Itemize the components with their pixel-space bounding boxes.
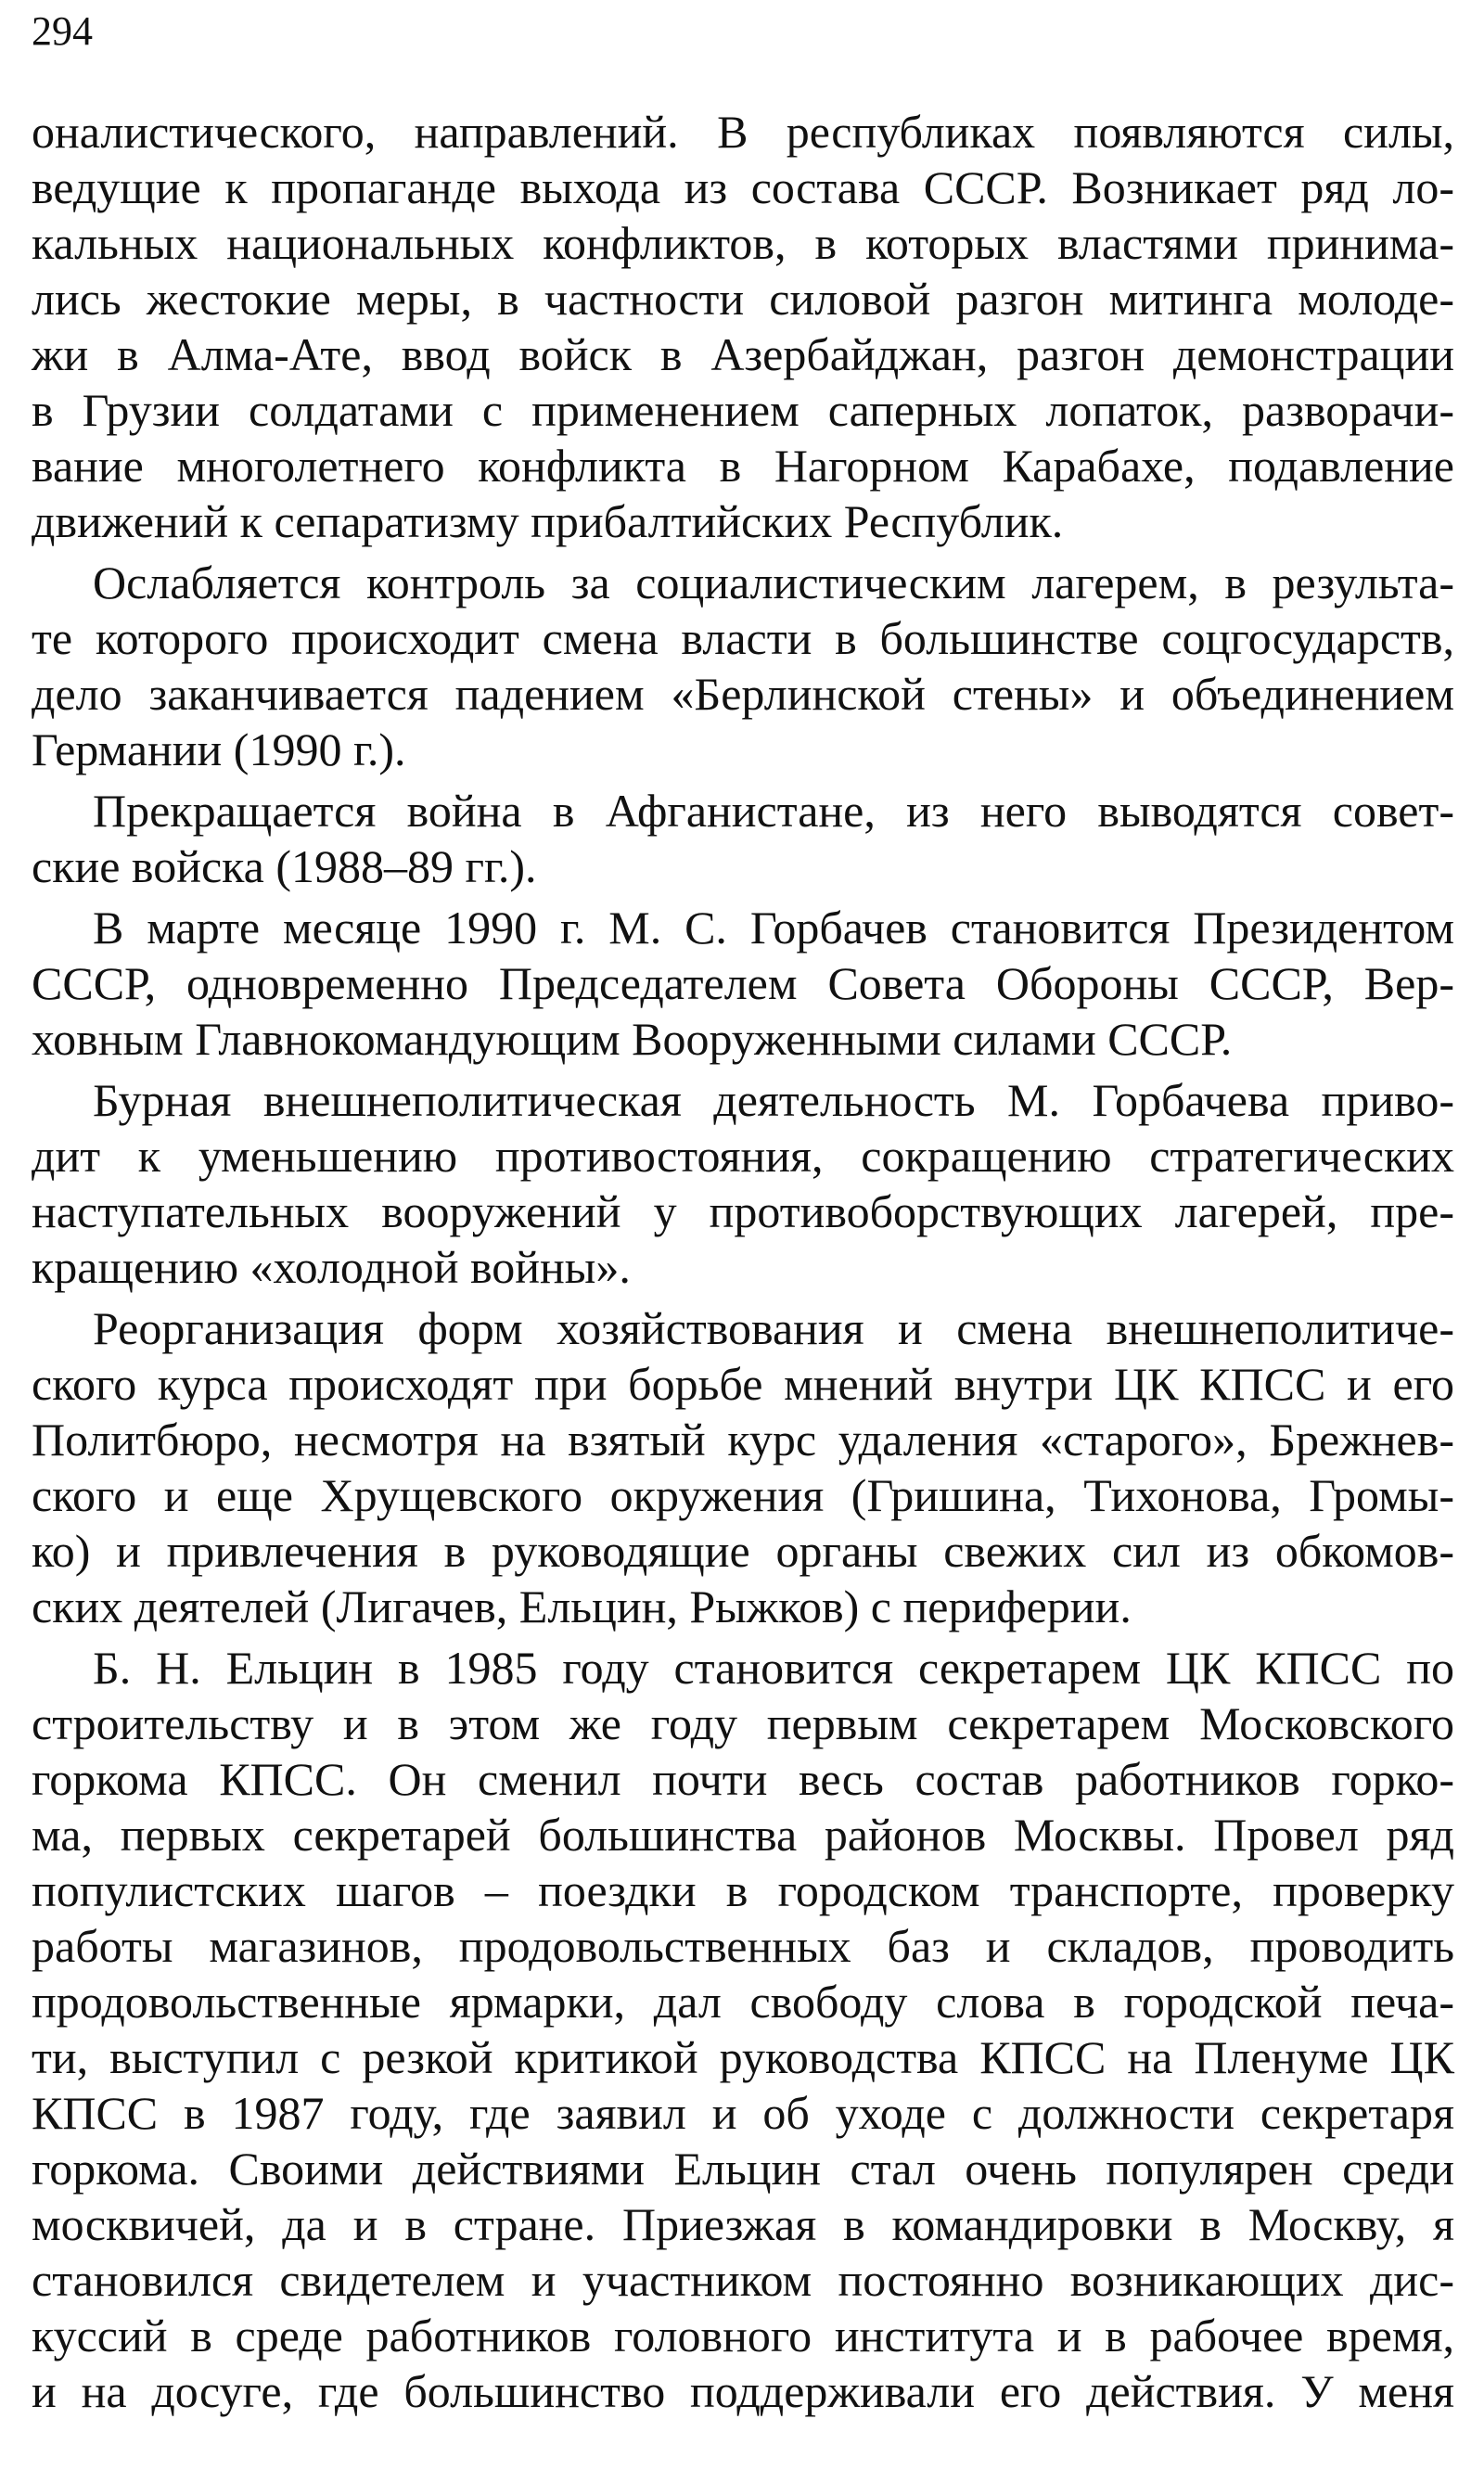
text-line: куссий в среде работников головного института и в рабочее время, xyxy=(32,2310,1454,2361)
text-line: оналистического, направлений. В республиках появляются силы, xyxy=(32,106,1454,158)
page-number: 294 xyxy=(32,8,93,54)
paragraph xyxy=(32,1072,1454,1295)
text-line: Реорганизация форм хозяйствования и смена внешнеполитиче- xyxy=(93,1302,1454,1354)
text-line: СССР, одновременно Председателем Совета Обороны СССР, Вер- xyxy=(32,957,1454,1009)
text-line: В марте месяце 1990 г. М. С. Горбачев становится Президентом xyxy=(93,902,1454,954)
text-line: становился свидетелем и участником постоянно возникающих дис- xyxy=(32,2254,1454,2306)
text-line: горкома. Своими действиями Ельцин стал очень популярен среди xyxy=(32,2143,1454,2195)
text-line: ти, выступил с резкой критикой руководства КПСС на Пленуме ЦК xyxy=(32,2031,1454,2083)
text-line: Политбюро, несмотря на взятый курс удаления «старого», Брежнев- xyxy=(32,1414,1454,1465)
text-line: вание многолетнего конфликта в Нагорном Карабахе, подавление xyxy=(32,440,1454,492)
text-line: в Грузии солдатами с применением саперных лопаток, разворачи- xyxy=(32,384,1454,436)
paragraph xyxy=(32,104,1454,549)
text-line: горкома КПСС. Он сменил почти весь состав работников горко- xyxy=(32,1753,1454,1805)
text-line: ведущие к пропаганде выхода из состава СССР. Возникает ряд ло- xyxy=(32,161,1454,213)
paragraph xyxy=(32,900,1454,1067)
text-line: москвичей, да и в стране. Приезжая в командировки в Москву, я xyxy=(32,2198,1454,2250)
text-line: ко) и привлечения в руководящие органы свежих сил из обкомов- xyxy=(32,1525,1454,1577)
text-line: строительству и в этом же году первым секретарем Московского xyxy=(32,1697,1454,1749)
text-line: Б. Н. Ельцин в 1985 году становится секретарем ЦК КПСС по xyxy=(93,1642,1454,1694)
body-text xyxy=(32,104,1454,2425)
text-line: кращению «холодной войны». xyxy=(32,1241,631,1293)
text-line: ховным Главнокомандующим Вооруженными силами СССР. xyxy=(32,1013,1233,1065)
text-line: дело заканчивается падением «Берлинской стены» и объединением xyxy=(32,668,1454,720)
text-line: и на досуге, где большинство поддерживали его действия. У меня xyxy=(32,2365,1454,2417)
text-line: лись жестокие меры, в частности силовой разгон митинга молоде- xyxy=(32,273,1454,325)
text-line: работы магазинов, продовольственных баз и складов, проводить xyxy=(32,1920,1454,1972)
text-line: дит к уменьшению противостояния, сокращению стратегических xyxy=(32,1130,1454,1182)
paragraph xyxy=(32,783,1454,894)
text-line: ских деятелей (Лигачев, Ельцин, Рыжков) с периферии. xyxy=(32,1581,1132,1632)
text-line: Германии (1990 г.). xyxy=(32,723,406,775)
text-line: Бурная внешнеполитическая деятельность М. Горбачева приво- xyxy=(93,1074,1454,1126)
text-line: ма, первых секретарей большинства районов Москвы. Провел ряд xyxy=(32,1809,1454,1861)
text-line: кальных национальных конфликтов, в которых властями принима- xyxy=(32,217,1454,269)
text-line: жи в Алма-Ате, ввод войск в Азербайджан, разгон демонстрации xyxy=(32,328,1454,380)
text-line: движений к сепаратизму прибалтийских Республик. xyxy=(32,495,1064,547)
paragraph xyxy=(32,1640,1454,2419)
text-line: Прекращается война в Афганистане, из него выводятся совет- xyxy=(93,785,1454,837)
paragraph xyxy=(32,555,1454,777)
text-line: продовольственные ярмарки, дал свободу слова в городской печа- xyxy=(32,1976,1454,2028)
paragraph xyxy=(32,1300,1454,1634)
text-line: ского курса происходят при борьбе мнений внутри ЦК КПСС и его xyxy=(32,1358,1454,1410)
text-line: те которого происходит смена власти в большинстве соцгосударств, xyxy=(32,612,1454,664)
text-line: наступательных вооружений у противоборствующих лагерей, пре- xyxy=(32,1185,1454,1237)
text-line: ские войска (1988–89 гг.). xyxy=(32,840,537,892)
text-line: ского и еще Хрущевского окружения (Гришина, Тихонова, Громы- xyxy=(32,1469,1454,1521)
text-line: Ослабляется контроль за социалистическим лагерем, в результа- xyxy=(93,557,1454,608)
text-line: КПСС в 1987 году, где заявил и об уходе с должности секретаря xyxy=(32,2087,1454,2139)
text-line: популистских шагов – поездки в городском транспорте, проверку xyxy=(32,1864,1454,1916)
